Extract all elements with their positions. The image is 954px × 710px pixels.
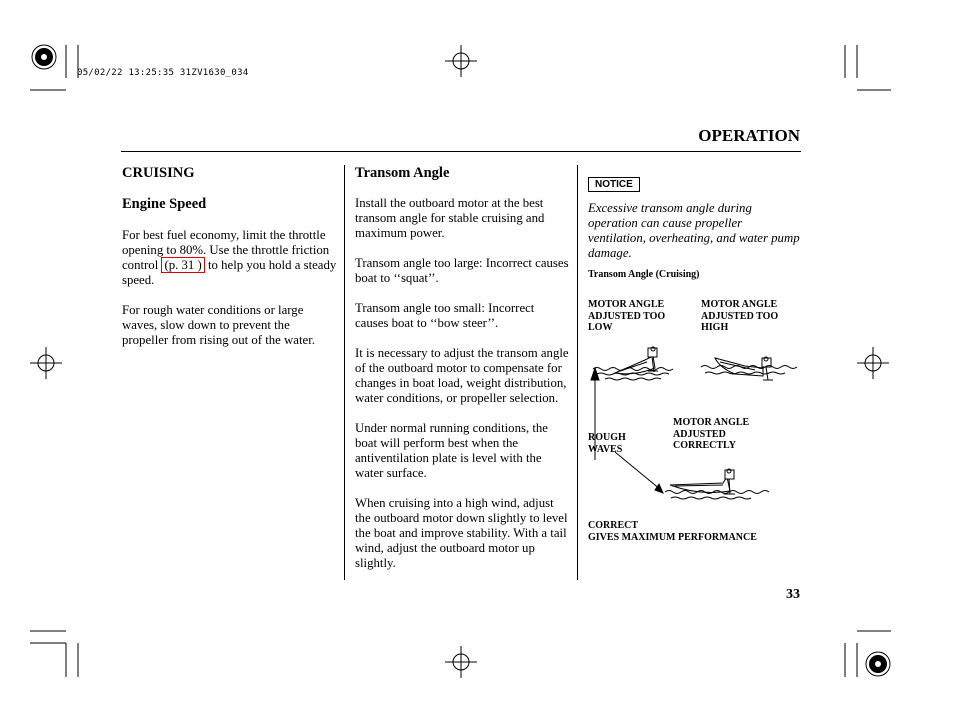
label-line: CORRECT — [588, 520, 639, 531]
section-title: OPERATION — [698, 126, 800, 145]
paragraph-rough-water: For rough water conditions or large waves, slow down to prevent the propeller from rising out of the water. — [122, 303, 315, 347]
label-line: ADJUSTED — [673, 428, 726, 440]
arrow-up-icon — [591, 368, 599, 460]
paragraph-too-large: Transom angle too large: Incorrect causes boat to ‘‘squat’’. — [355, 256, 569, 285]
print-stamp: 05/02/22 13:25:35 31ZV1630_034 — [77, 68, 249, 78]
column-divider-1 — [344, 165, 345, 580]
label-line: MOTOR ANGLE — [588, 299, 665, 310]
paragraph-wind: When cruising into a high wind, adjust the outboard motor down slightly to level the boat and improve stability. With a tail wind, adjust the outboard motor up slightly. — [355, 496, 568, 570]
paragraph-fuel-economy — [122, 228, 337, 288]
page-number: 33 — [786, 587, 800, 602]
boat-correct-icon — [665, 469, 769, 499]
notice-badge: NOTICE — [588, 177, 640, 192]
label-line: GIVES MAXIMUM PERFORMANCE — [588, 531, 757, 543]
column-cruising — [122, 165, 337, 348]
figure-title: Transom Angle (Cruising) — [588, 269, 700, 280]
header-rule — [121, 151, 801, 152]
boat-high-icon — [701, 357, 797, 380]
paragraph-normal: Under normal running conditions, the boat will perform best when the antiventilation plate is level with the water surface. — [355, 421, 548, 480]
text-segment: For best fuel economy, limit the throttle opening to 80%. Use the throttle friction control — [122, 228, 330, 272]
label-line: WAVES — [588, 443, 623, 455]
label-angle-low — [588, 299, 665, 334]
heading-transom-angle: Transom Angle — [355, 165, 450, 181]
text-segment: to help you hold a steady speed. — [122, 258, 337, 287]
label-line: CORRECTLY — [673, 440, 736, 451]
label-line: MOTOR ANGLE — [701, 299, 778, 310]
arrow-correct-icon — [615, 452, 663, 493]
heading-engine-speed: Engine Speed — [122, 196, 207, 212]
notice-text: Excessive transom angle during operation can cause propeller ventilation, overheating, and water pump damage. — [588, 201, 800, 260]
label-line: MOTOR ANGLE — [673, 417, 750, 428]
paragraph-adjust: It is necessary to adjust the transom angle of the outboard motor to compensate for changes in boat load, weight distribution, water conditions, or propeller selection. — [355, 346, 569, 405]
label-correct — [588, 520, 757, 543]
column-notice — [588, 165, 803, 261]
label-line: ADJUSTED TOO — [701, 310, 779, 322]
column-transom-angle — [355, 165, 570, 571]
label-line: HIGH — [701, 322, 729, 333]
label-line: LOW — [588, 322, 613, 333]
label-line: ADJUSTED TOO — [588, 310, 666, 322]
paragraph-install: Install the outboard motor at the best transom angle for stable cruising and maximum power. — [355, 196, 545, 240]
label-line: ROUGH — [588, 432, 626, 443]
heading-cruising: CRUISING — [122, 165, 195, 181]
boat-low-icon — [593, 347, 673, 380]
column-divider-2 — [577, 165, 578, 580]
paragraph-too-small: Transom angle too small: Incorrect causes boat to ‘‘bow steer’’. — [355, 301, 535, 330]
transom-angle-illustration — [585, 340, 805, 510]
label-angle-high — [701, 299, 778, 334]
page-reference-link[interactable]: (p. 31 ) — [161, 257, 204, 273]
